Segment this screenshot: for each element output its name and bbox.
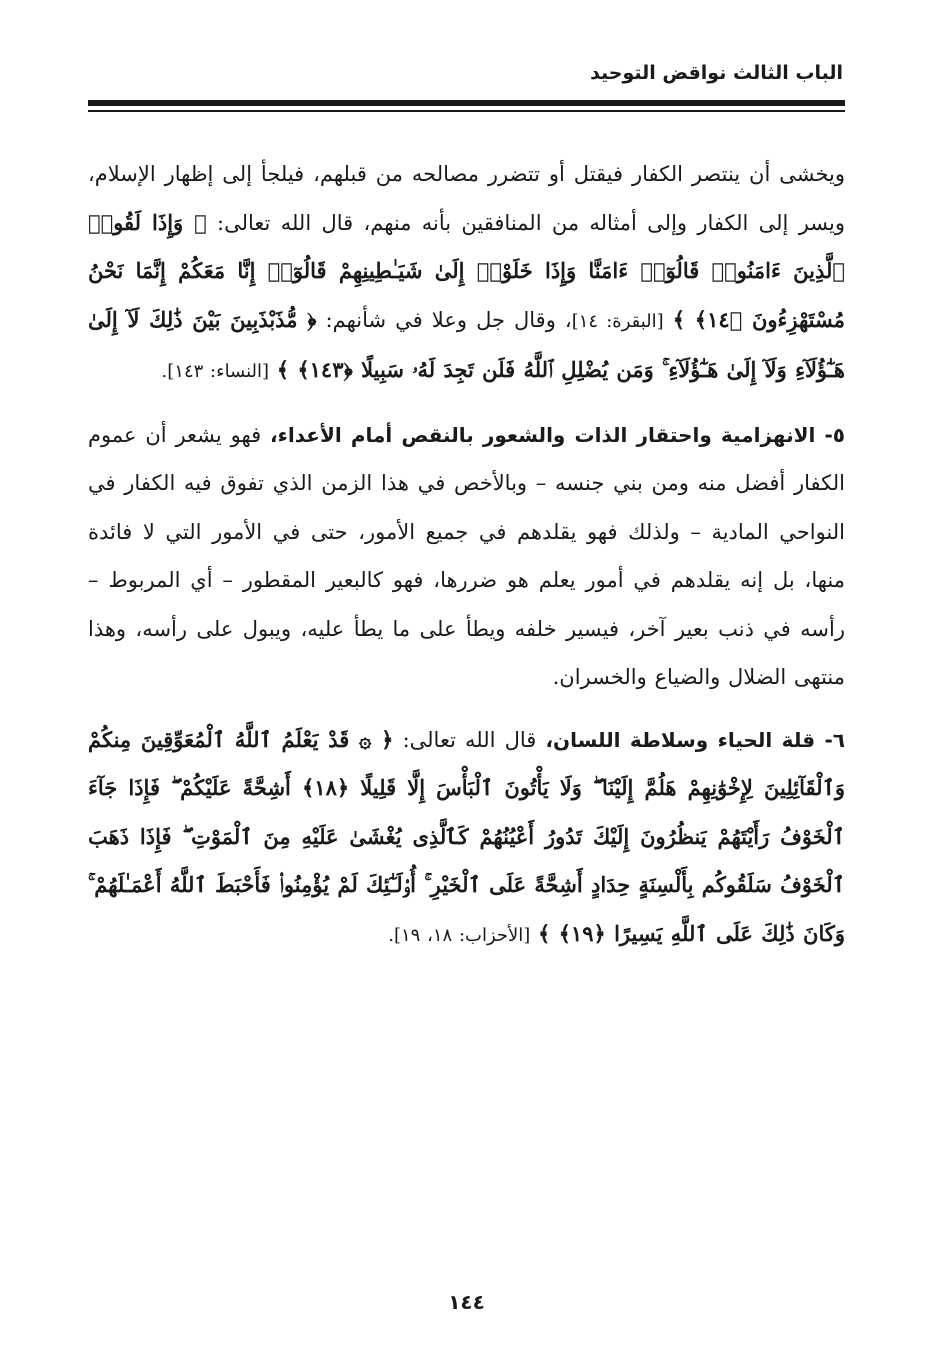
header-rule-thin xyxy=(88,110,845,112)
item-6-title: ٦- قلة الحياء وسلاطة اللسان، xyxy=(545,727,846,752)
paragraph-text: ويخشى أن ينتصر الكفار فيقتل أو تتضرر مصالحه من قبلهم، فيلجأ إلى إظهار الإسلام، ويسر إلى الكفار وإلى أمثاله من المنافقين بأنه منهم، قال الله تعالى: xyxy=(88,162,845,235)
paragraph-hypocrites xyxy=(88,150,845,397)
page-number: ١٤٤ xyxy=(448,1290,485,1314)
verse-reference-baqarah: [البقرة: ١٤] xyxy=(571,310,664,332)
paragraph-item-5 xyxy=(88,411,845,702)
item-5-title: ٥- الانهزامية واحتقار الذات والشعور بالنقص أمام الأعداء، xyxy=(270,422,845,447)
page-body xyxy=(88,150,845,960)
paragraph-connector: ، وقال جل وعلا في شأنهم: xyxy=(325,307,572,332)
item-5-text: فهو يشعر أن عموم الكفار أفضل منه ومن بني جنسه – وبالأخص في هذا الزمن الذي تفوق فيه الكفار في النواحي المادية – ولذلك فهو يقلدهم في جميع الأمور، حتى في الأمور التي لا فائدة منها، بل إنه يقلدهم في أمور يعلم هو ضررها، فهو كالبعير المقطور – أي المربوط – رأسه في ذنب بعير آخر، فيسير خلفه ويطأ على ما يطأ عليه، ويبول على رأسه، وهذا منتهى الضلال والضياع والخسران. xyxy=(88,422,845,689)
paragraph-item-6 xyxy=(88,716,845,961)
item-6-intro: قال الله تعالى: xyxy=(402,727,537,752)
verse-reference-nisa: [النساء: ١٤٣]. xyxy=(161,361,270,382)
quran-verse-nisa: ﴿ مُّذَبْذَبِينَ بَيْنَ ذَٰلِكَ لَآ إِلَىٰ هَـٰٓؤُلَآءِ وَلَآ إِلَىٰ هَـٰٓؤُلَآءِ ۚ وَمَن يُضْلِلِ ٱللَّهُ فَلَن تَجِدَ لَهُۥ سَبِيلًا ﴿١٤٣﴾ ﴾ xyxy=(88,306,845,382)
running-header: الباب الثالث نواقض التوحيد xyxy=(590,62,843,84)
verse-reference-ahzab: [الأحزاب: ١٨، ١٩]. xyxy=(388,924,531,946)
quran-verse-ahzab: ﴿ ۞ قَدْ يَعْلَمُ ٱللَّهُ ٱلْمُعَوِّقِينَ مِنكُمْ وَٱلْقَآئِلِينَ لِإِخْوَٰنِهِمْ هَلُمَّ إِلَيْنَا ۖ وَلَا يَأْتُونَ ٱلْبَأْسَ إِلَّا قَلِيلًا ﴿١٨﴾ أَشِحَّةً عَلَيْكُمْ ۖ فَإِذَا جَآءَ ٱلْخَوْفُ رَأَيْتَهُمْ يَنظُرُونَ إِلَيْكَ تَدُورُ أَعْيُنُهُمْ كَٱلَّذِى يُغْشَىٰ عَلَيْهِ مِنَ ٱلْمَوْتِ ۖ فَإِذَا ذَهَبَ ٱلْخَوْفُ سَلَقُوكُم بِأَلْسِنَةٍ حِدَادٍ أَشِحَّةً عَلَى ٱلْخَيْرِ ۚ أُو۟لَـٰٓئِكَ لَمْ يُؤْمِنُوا۟ فَأَحْبَطَ ٱللَّهُ أَعْمَـٰلَهُمْ ۚ وَكَانَ ذَٰلِكَ عَلَى ٱللَّهِ يَسِيرًا ﴿١٩﴾ ﴾ xyxy=(88,726,845,946)
header-rule-thick xyxy=(88,100,845,106)
quran-verse-baqarah: ﴿ وَإِذَا لَقُوا۟ ٱلَّذِينَ ءَامَنُوا۟ قَالُوٓا۟ ءَامَنَّا وَإِذَا خَلَوْا۟ إِلَىٰ شَيَـٰطِينِهِمْ قَالُوٓا۟ إِنَّا مَعَكُمْ إِنَّمَا نَحْنُ مُسْتَهْزِءُونَ ﴿١٤﴾ ﴾ xyxy=(88,209,845,332)
